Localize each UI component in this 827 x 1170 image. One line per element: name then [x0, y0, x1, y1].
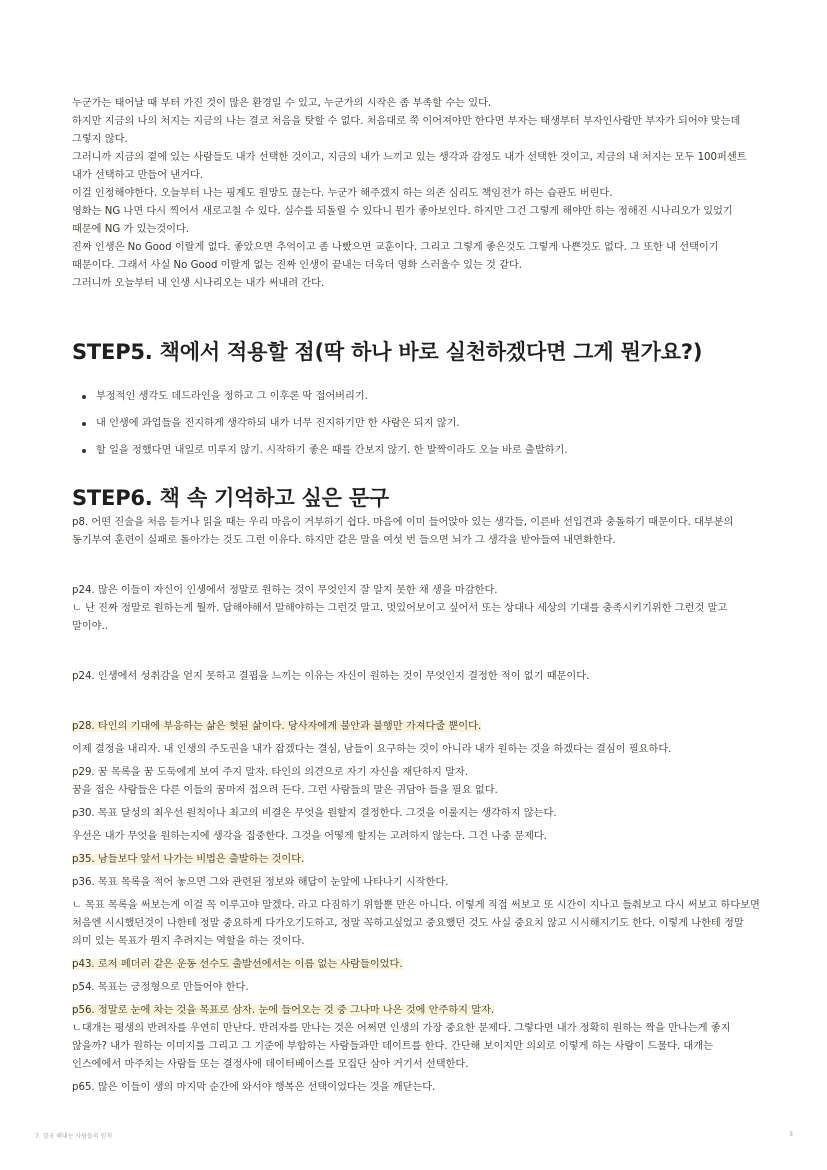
quote-paragraph: [72, 764, 760, 782]
quote-text: p65. 많은 이들이 생의 마지막 순간에 와서야 행복은 선택이었다는 것을 깨닫는다.: [72, 1082, 436, 1093]
quote-paragraph: [72, 782, 760, 800]
quote-text: 꿈을 접은 사람들은 다른 이들의 꿈마저 접으려 든다. 그런 사람들의 말은 귀담아 들을 필요 없다.: [72, 785, 498, 796]
bullet-item: [82, 388, 762, 406]
bullet-dot-icon: [82, 395, 86, 399]
highlighted-quote-text: p28. 타인의 기대에 부응하는 삶은 헛된 삶이다. 당사자에게 불안과 불행만 가져다줄 뿐이다.: [72, 721, 482, 732]
bullet-item: [82, 442, 762, 460]
step5-heading: STEP5. 책에서 적용할 점(딱 하나 바로 실천하겠다면 그게 뭔가요?): [72, 340, 703, 364]
quote-text: 이제 결정을 내리자. 내 인생의 주도권을 내가 잡겠다는 결심, 남들이 요구하는 것이 아니라 내가 원하는 것을 하겠다는 결심이 필요하다.: [72, 744, 672, 755]
quote-text: p36. 목표 목록을 적어 놓으면 그와 관련된 정보와 해답이 눈앞에 나타나기 시작한다.: [72, 877, 449, 888]
highlighted-quote-text: p56. 정말로 눈에 차는 것을 목표로 삼자. 눈에 들어오는 것 중 그나마 나은 것에 안주하지 말자.: [72, 1005, 495, 1016]
bullet-dot-icon: [82, 422, 86, 426]
page-content: [72, 95, 760, 1093]
quote-paragraph: [72, 805, 760, 823]
quote-text: ㄴ대개는 평생의 반려자를 우연히 만난다. 반려자를 만나는 것은 어쩌면 인생의 가장 중요한 문제다. 그렇다면 내가 정확히 원하는 짝을 만나는게 좋지 않을까? 내가 원하는 이미지를 그리고 그 기준에 부합하는 사람들과만 데이트를 한다. 간단해 보이지만 의외로 이렇게 하는 사람이 드물다. 대개는 인스에에서 마주치는 사람들 또는 결정사에 데이터베이스를 모집단 삼아 거기서 선택한다.: [72, 1023, 731, 1070]
bullet-text: 할 일을 정했다면 내일로 미루지 않기. 시작하기 좋은 때를 간보지 않기. 한 발짝이라도 오늘 바로 출발하기.: [96, 445, 568, 456]
quote-text: ㄴ 목표 목록을 써보는게 이걸 꼭 이루고야 말겠다. 라고 다짐하기 위함뿐 만은 아니다. 이렇게 직접 써보고 또 시간이 지나고 들춰보고 다시 써보고 하다보면 처음엔 시시했던것이 나한테 정말 중요하게 다가오기도하고, 정말 꼭하고싶었고 중요했던 것도 사실 중요치 않고 시시해지기도 한다. 이렇게 나한테 정말 의미 있는 목표가 뭔지 추려지는 역할을 하는 것이다.: [72, 900, 760, 947]
quote-text: p8. 어떤 진술을 처음 듣거나 읽을 때는 우리 마음이 거부하기 쉽다. 마음에 이미 들어앉아 있는 생각들, 이른바 선입견과 충돌하기 때문이다. 대부분의 동기부여 훈련이 실패로 돌아가는 것도 그런 이유다. 하지만 같은 말을 여섯 번 들으면 뇌가 그 생각을 받아들여 내면화한다.: [72, 517, 734, 546]
quote-text: p24. 많은 이들이 자신이 인생에서 정말로 원하는 것이 무엇인지 잘 알지 못한 채 생을 마감한다.: [72, 585, 498, 596]
quote-paragraph: [72, 668, 760, 686]
quote-paragraph: [72, 1079, 760, 1097]
intro-paragraph: 영화는 NG 나면 다시 찍어서 새로고칠 수 있다. 실수를 되돌릴 수 있다니 뭔가 좋아보인다. 하지만 그건 그렇게 해야만 하는 정해진 시나리오가 있었기 때문에 NG 가 있는것이다.: [72, 206, 733, 235]
quote-paragraph: [72, 582, 760, 600]
intro-section: [72, 95, 760, 293]
quote-text: 우선은 내가 무엇을 원하는지에 생각을 집중한다. 그것을 어떻게 할지는 고려하지 않는다. 그건 나중 문제다.: [72, 831, 547, 842]
quote-paragraph: [72, 741, 760, 759]
bullet-item: [82, 415, 762, 433]
step6-heading: STEP6. 책 속 기억하고 싶은 문구: [72, 486, 389, 510]
step5-bullet-list: [72, 388, 762, 469]
quote-text: ㄴ 난 진짜 정말로 원하는게 뭘까. 답해야해서 말해야하는 그런것 말고. 멋있어보이고 싶어서 또는 상대나 세상의 기대를 충족시키기위한 그런것 말고 말이야..: [72, 603, 728, 632]
quote-paragraph: [72, 874, 760, 892]
bullet-text: 내 인생에 과업들을 진지하게 생각하되 내가 너무 진지하기만 한 사람은 되지 않기.: [96, 418, 460, 429]
footer-title: 7. 결국 해내는 사람들의 원칙: [35, 1133, 113, 1140]
page-footer: [35, 1131, 793, 1140]
quote-paragraph: [72, 1002, 760, 1020]
bullet-text: 부정적인 생각도 데드라인을 정하고 그 이후론 딱 접어버리기.: [96, 391, 368, 402]
quote-text: p29. 꿈 목록을 꿈 도둑에게 보여 주지 말자. 타인의 의견으로 자기 자신을 재단하지 말자.: [72, 767, 468, 778]
intro-paragraph: 이걸 인정해야한다. 오늘부터 나는 핑계도 원망도 끊는다. 누군가 해주겠지 하는 의존 심리도 책임전가 하는 습관도 버린다.: [72, 188, 613, 199]
quote-paragraph: [72, 1020, 760, 1074]
highlighted-quote-text: p35. 남들보다 앞서 나가는 비법은 출발하는 것이다.: [72, 854, 305, 865]
intro-paragraph: 진짜 인생은 No Good 이랄게 없다. 좋았으면 추억이고 좀 나빴으면 교훈이다. 그리고 그렇게 좋은것도 그렇게 나쁜것도 없다. 그 또한 내 선택이기 때문이다. 그래서 사실 No Good 이랄게 없는 진짜 인생이 끝내는 더욱더 영화 스러울수 있는 것 같다.: [72, 242, 719, 271]
intro-paragraph: 그러니까 오늘부터 내 인생 시나리오는 내가 써내려 간다.: [72, 278, 325, 289]
quote-paragraph: [72, 979, 760, 997]
quote-paragraph: [72, 828, 760, 846]
quote-text: p24. 인생에서 성취감을 얻지 못하고 결핍을 느끼는 이유는 자신이 원하는 것이 무엇인지 결정한 적이 없기 때문이다.: [72, 671, 590, 682]
quote-paragraph: [72, 600, 760, 636]
quote-text: p54. 목표는 긍정형으로 만들어야 한다.: [72, 982, 249, 993]
step6-quotes: [72, 514, 760, 1097]
quote-paragraph: [72, 851, 760, 869]
quote-paragraph: [72, 718, 760, 736]
page-number: 3: [789, 1131, 793, 1138]
quote-paragraph: [72, 956, 760, 974]
quote-paragraph: [72, 897, 760, 951]
bullet-dot-icon: [82, 449, 86, 453]
intro-paragraph: 그러니까 지금의 곁에 있는 사람들도 내가 선택한 것이고, 지금의 내가 느끼고 있는 생각과 감정도 내가 선택한 것이고, 지금의 내 처지는 모두 100퍼센트 내가 선택하고 만들어 낸거다.: [72, 152, 747, 181]
intro-paragraph: 누군가는 태어날 때 부터 가진 것이 많은 환경일 수 있고, 누군가의 시작은 좀 부족할 수는 있다.: [72, 98, 492, 109]
quote-paragraph: [72, 514, 760, 550]
highlighted-quote-text: p43. 로저 페더러 같은 운동 선수도 출발선에서는 이름 없는 사람들이었다.: [72, 959, 403, 970]
quote-text: p30. 목표 달성의 최우선 원칙이나 최고의 비결은 무엇을 원할지 결정한다. 그것을 이룰지는 생각하지 않는다.: [72, 808, 557, 819]
intro-paragraph: 하지만 지금의 나의 처지는 지금의 나는 결코 처음을 탓할 수 없다. 처음대로 쭉 이어져야만 한다면 부자는 태생부터 부자인사람만 부자가 되어야 맞는데 그렇지 않다.: [72, 116, 741, 145]
